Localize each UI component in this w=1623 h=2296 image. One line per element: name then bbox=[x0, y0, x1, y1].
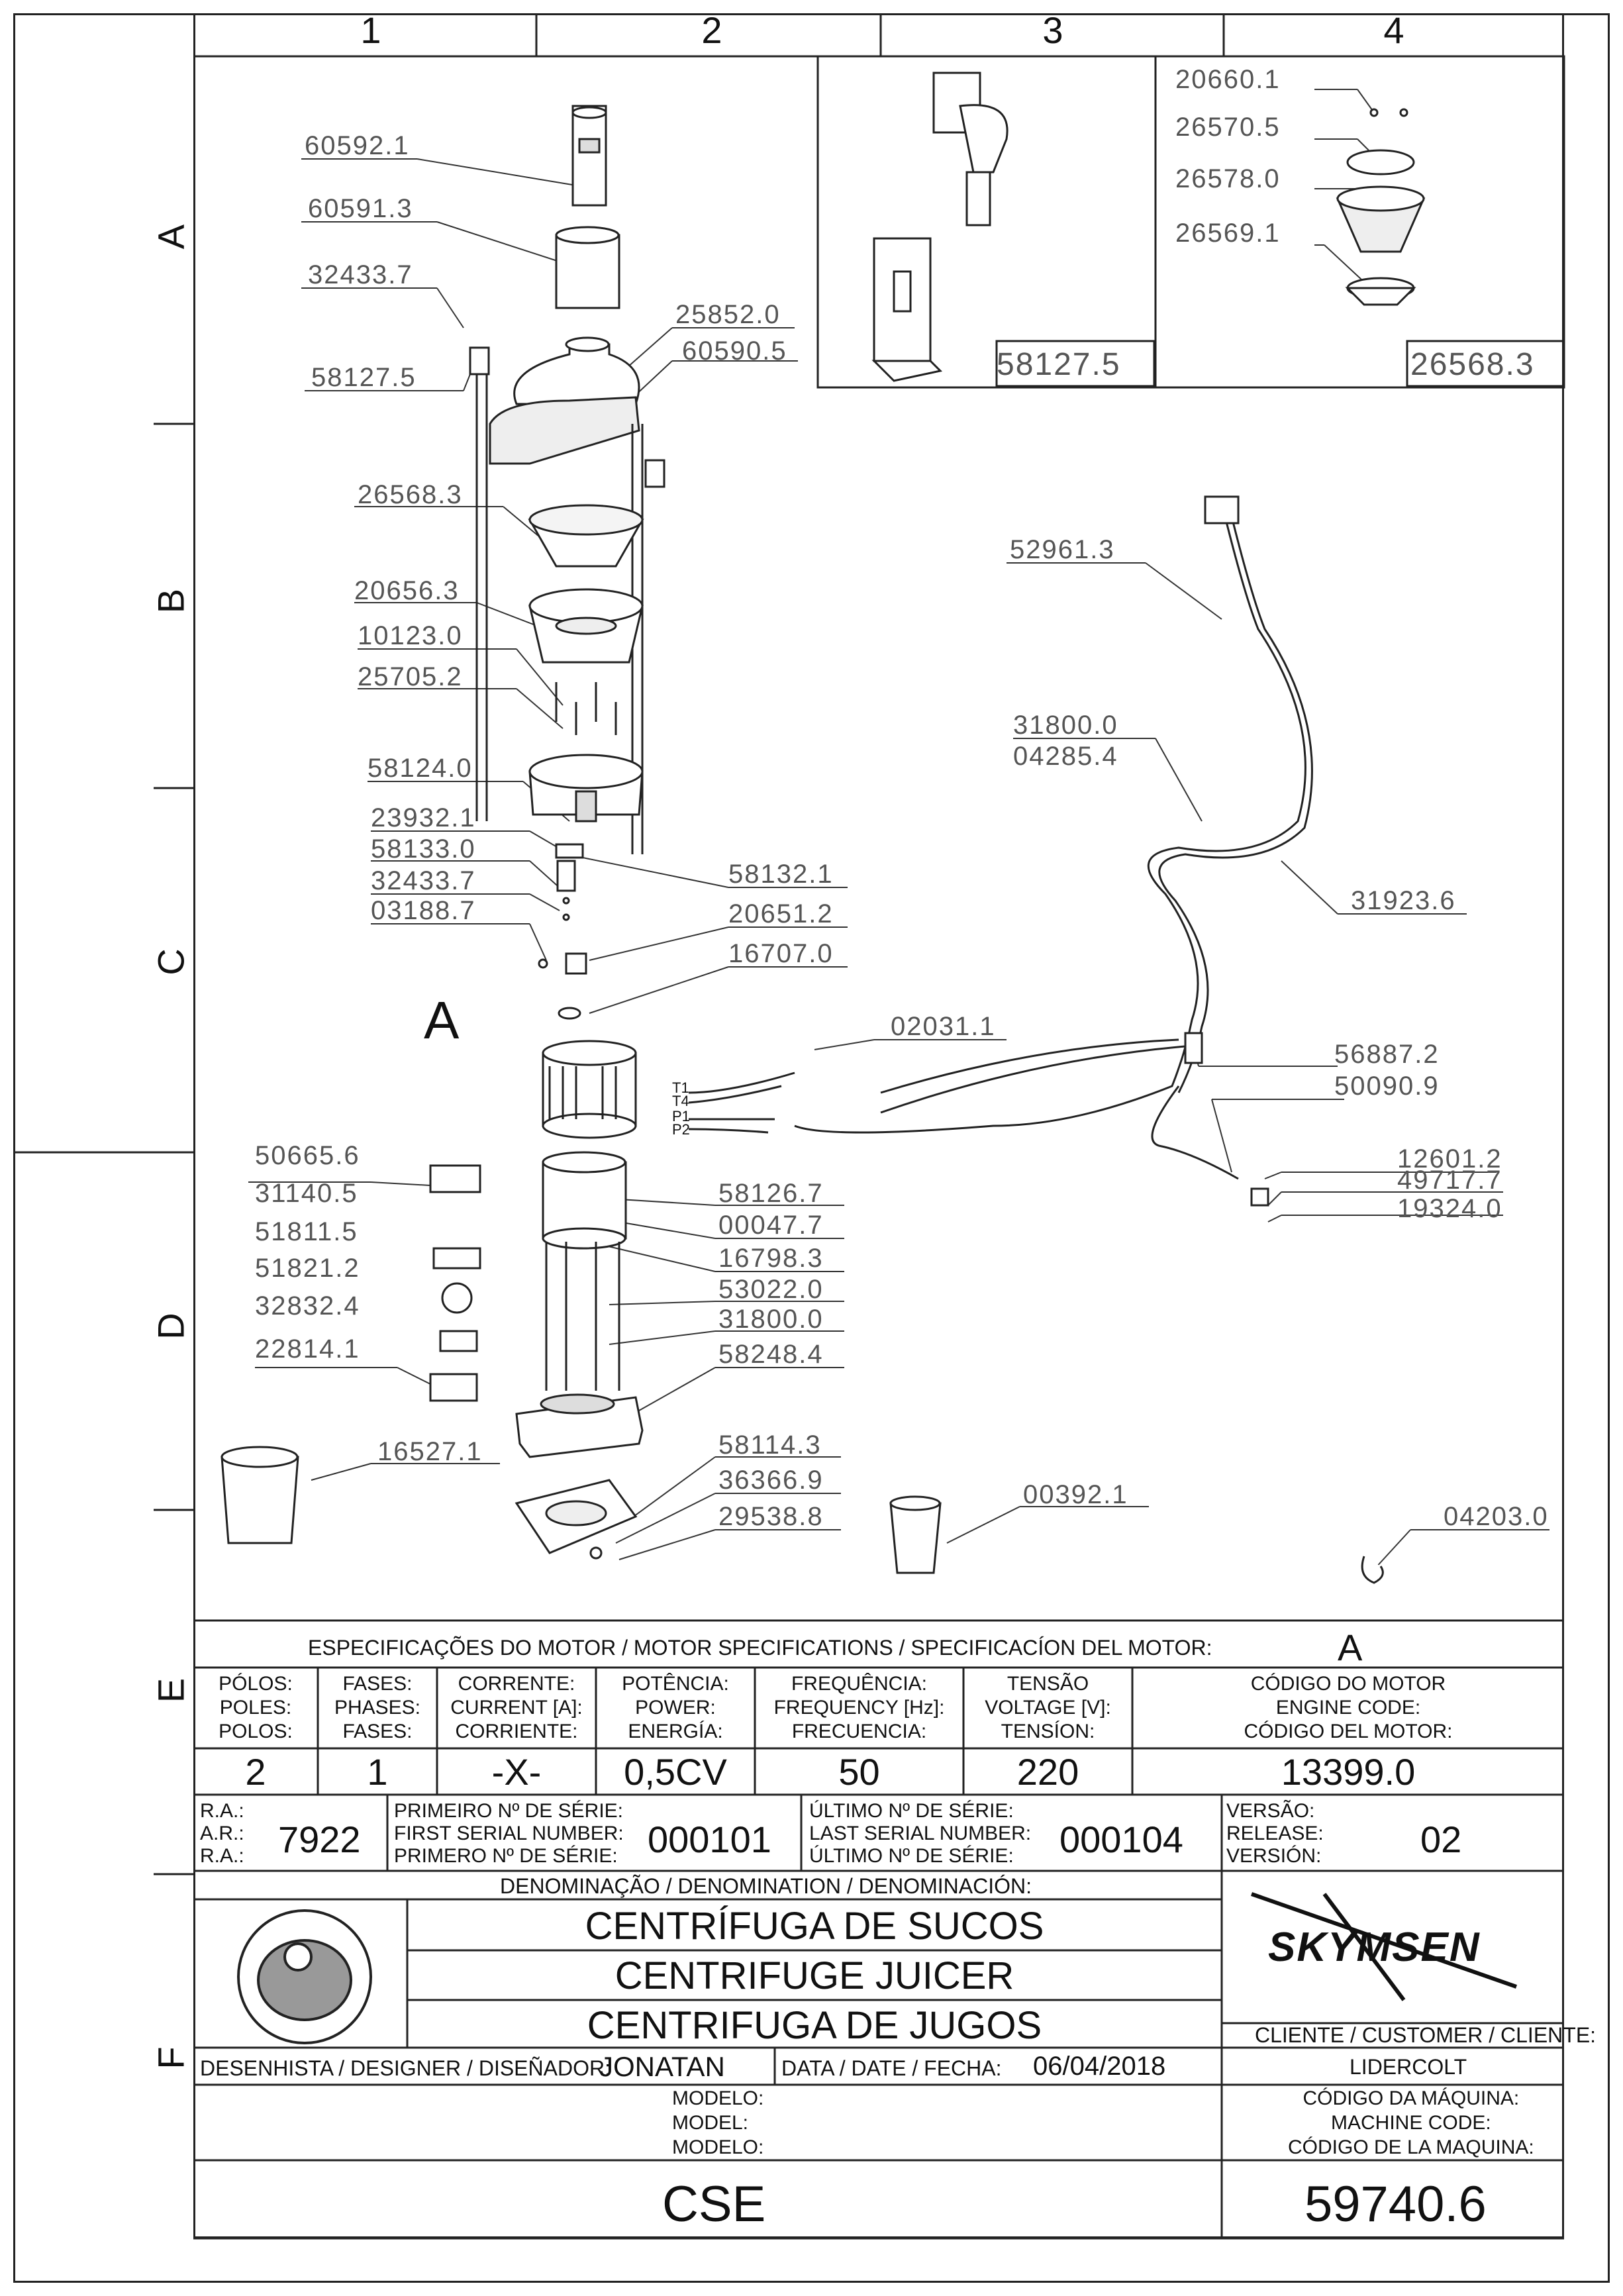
motor-spec-header-value: A bbox=[1338, 1626, 1363, 1668]
part-number-label: 58132.1 bbox=[728, 860, 834, 889]
client-value: LIDERCOLT bbox=[1350, 2055, 1467, 2079]
denomination-line-es: CENTRIFUGA DE JUGOS bbox=[587, 2004, 1042, 2047]
part-number-label: 58133.0 bbox=[371, 834, 476, 864]
spec-value-frequency: 50 bbox=[838, 1751, 880, 1793]
model-value: CSE bbox=[662, 2176, 766, 2232]
denomination-line-en: CENTRIFUGE JUICER bbox=[615, 1954, 1014, 1997]
first-serial-labels: PRIMEIRO Nº DE SÉRIE: FIRST SERIAL NUMBER: PRIMERO Nº DE SÉRIE: bbox=[394, 1800, 624, 1867]
part-number-label: 49717.7 bbox=[1397, 1166, 1502, 1195]
part-number-label: 51821.2 bbox=[255, 1254, 360, 1283]
part-number-label: 04203.0 bbox=[1444, 1502, 1549, 1531]
ra-labels: R.A.: A.R.: R.A.: bbox=[200, 1800, 244, 1867]
wire-label: P2 bbox=[672, 1121, 690, 1138]
part-number-label: 03188.7 bbox=[371, 896, 476, 925]
part-number-label: 56887.2 bbox=[1334, 1040, 1440, 1069]
row-header: F bbox=[150, 2046, 192, 2070]
motor-spec-header: ESPECIFICAÇÕES DO MOTOR / MOTOR SPECIFICATIONS / SPECIFICACÍON DEL MOTOR: bbox=[308, 1636, 1212, 1660]
spec-label-poles: PÓLOS: POLES: POLOS: bbox=[219, 1673, 293, 1742]
part-number-label: 50665.6 bbox=[255, 1141, 360, 1170]
part-number-label: 58248.4 bbox=[718, 1340, 824, 1369]
part-number-label: 26568.3 bbox=[1410, 347, 1535, 382]
spec-value-current: -X- bbox=[491, 1751, 542, 1793]
column-header: 1 bbox=[360, 9, 381, 51]
part-number-label: 20651.2 bbox=[728, 899, 834, 928]
spec-value-phases: 1 bbox=[367, 1751, 388, 1793]
part-number-label: 16707.0 bbox=[728, 939, 834, 968]
wire-label: T4 bbox=[672, 1093, 689, 1109]
part-number-label: 36366.9 bbox=[718, 1466, 824, 1495]
part-number-label: 58127.5 bbox=[311, 363, 417, 392]
part-number-label: 50090.9 bbox=[1334, 1072, 1440, 1101]
part-number-label: 52961.3 bbox=[1010, 535, 1115, 564]
spec-value-engine: 13399.0 bbox=[1281, 1751, 1416, 1793]
part-number-label: 26569.1 bbox=[1175, 219, 1281, 248]
version-labels: VERSÃO: RELEASE: VERSIÓN: bbox=[1226, 1800, 1324, 1867]
ra-value: 7922 bbox=[278, 1819, 361, 1860]
part-number-label: 16527.1 bbox=[377, 1437, 483, 1466]
part-number-label: 51811.5 bbox=[255, 1217, 358, 1246]
machine-code-value: 59740.6 bbox=[1304, 2176, 1487, 2232]
column-header: 2 bbox=[701, 9, 722, 51]
part-number-label: 10123.0 bbox=[358, 621, 463, 650]
part-number-label: 16798.3 bbox=[718, 1244, 824, 1273]
row-header: E bbox=[150, 1677, 192, 1703]
designer-value: JONATAN bbox=[599, 2051, 725, 2082]
wire-label: P1 bbox=[672, 1108, 690, 1124]
part-number-label: 31800.0 bbox=[718, 1305, 824, 1334]
column-header: 3 bbox=[1042, 9, 1063, 51]
row-header: C bbox=[150, 948, 192, 975]
part-number-label: 12601.2 bbox=[1397, 1144, 1502, 1173]
spec-label-current: CORRENTE: CURRENT [A]: CORRIENTE: bbox=[450, 1673, 583, 1742]
motor-callout: A bbox=[424, 991, 460, 1050]
client-label: CLIENTE / CUSTOMER / CLIENTE: bbox=[1255, 2023, 1597, 2047]
part-number-label: 00392.1 bbox=[1023, 1480, 1128, 1509]
part-number-label: 53022.0 bbox=[718, 1275, 824, 1304]
part-number-label: 04285.4 bbox=[1013, 742, 1118, 771]
date-value: 06/04/2018 bbox=[1033, 2052, 1166, 2081]
last-serial-labels: ÚLTIMO Nº DE SÉRIE: LAST SERIAL NUMBER: ÚLTIMO Nº DE SÉRIE: bbox=[809, 1800, 1032, 1867]
part-number-label: 31923.6 bbox=[1351, 886, 1456, 915]
part-number-label: 32832.4 bbox=[255, 1291, 360, 1321]
part-number-label: 32433.7 bbox=[308, 260, 413, 289]
part-number-label: 60591.3 bbox=[308, 194, 413, 223]
spec-label-frequency: FREQUÊNCIA: FREQUENCY [Hz]: FRECUENCIA: bbox=[773, 1673, 945, 1742]
last-serial-value: 000104 bbox=[1059, 1819, 1183, 1860]
spec-value-voltage: 220 bbox=[1016, 1751, 1079, 1793]
part-number-label: 32433.7 bbox=[371, 866, 476, 895]
part-number-label: 26578.0 bbox=[1175, 164, 1281, 193]
spec-value-power: 0,5CV bbox=[624, 1751, 727, 1793]
part-number-label: 58124.0 bbox=[368, 754, 473, 783]
wire-label: T1 bbox=[672, 1079, 689, 1096]
first-serial-value: 000101 bbox=[648, 1819, 771, 1860]
denomination-header: DENOMINAÇÃO / DENOMINATION / DENOMINACIÓN: bbox=[500, 1874, 1032, 1898]
part-number-label: 31140.5 bbox=[255, 1179, 358, 1208]
part-number-label: 00047.7 bbox=[718, 1211, 824, 1240]
part-number-label: 26568.3 bbox=[358, 480, 463, 509]
part-number-label: 60590.5 bbox=[682, 336, 787, 366]
brand-logo: SKYMSEN bbox=[1268, 1924, 1481, 1970]
machine-code-labels: CÓDIGO DA MÁQUINA: MACHINE CODE: CÓDIGO DE LA MAQUINA: bbox=[1288, 2087, 1534, 2158]
version-value: 02 bbox=[1420, 1819, 1462, 1860]
denomination-line-pt: CENTRÍFUGA DE SUCOS bbox=[585, 1905, 1044, 1948]
spec-label-power: POTÊNCIA: POWER: ENERGÍA: bbox=[622, 1673, 729, 1742]
part-number-label: 19324.0 bbox=[1397, 1194, 1502, 1223]
row-header: A bbox=[150, 224, 192, 250]
part-number-label: 20660.1 bbox=[1175, 65, 1281, 94]
part-number-label: 58127.5 bbox=[997, 347, 1121, 382]
part-number-label: 60592.1 bbox=[305, 131, 410, 160]
date-label: DATA / DATE / FECHA: bbox=[781, 2056, 1002, 2080]
part-number-label: 31800.0 bbox=[1013, 711, 1118, 740]
model-labels: MODELO: MODEL: MODELO: bbox=[672, 2087, 764, 2158]
column-header: 4 bbox=[1383, 9, 1404, 51]
part-number-label: 02031.1 bbox=[891, 1012, 996, 1041]
part-number-label: 22814.1 bbox=[255, 1334, 360, 1364]
part-number-label: 29538.8 bbox=[718, 1502, 824, 1531]
part-number-label: 25852.0 bbox=[675, 300, 781, 329]
row-header: B bbox=[150, 588, 192, 614]
part-number-label: 58126.7 bbox=[718, 1179, 824, 1208]
spec-value-poles: 2 bbox=[245, 1751, 266, 1793]
part-number-label: 23932.1 bbox=[371, 803, 476, 832]
row-header: D bbox=[150, 1313, 192, 1340]
part-number-label: 20656.3 bbox=[354, 576, 460, 605]
spec-label-phases: FASES: PHASES: FASES: bbox=[334, 1673, 421, 1742]
spec-label-voltage: TENSÃO VOLTAGE [V]: TENSÍON: bbox=[985, 1673, 1111, 1742]
part-number-label: 25705.2 bbox=[358, 662, 463, 691]
spec-label-engine: CÓDIGO DO MOTOR ENGINE CODE: CÓDIGO DEL MOTOR: bbox=[1244, 1673, 1453, 1742]
part-number-label: 58114.3 bbox=[718, 1430, 822, 1460]
designer-label: DESENHISTA / DESIGNER / DISEÑADOR: bbox=[200, 2056, 611, 2080]
part-number-label: 26570.5 bbox=[1175, 113, 1281, 142]
